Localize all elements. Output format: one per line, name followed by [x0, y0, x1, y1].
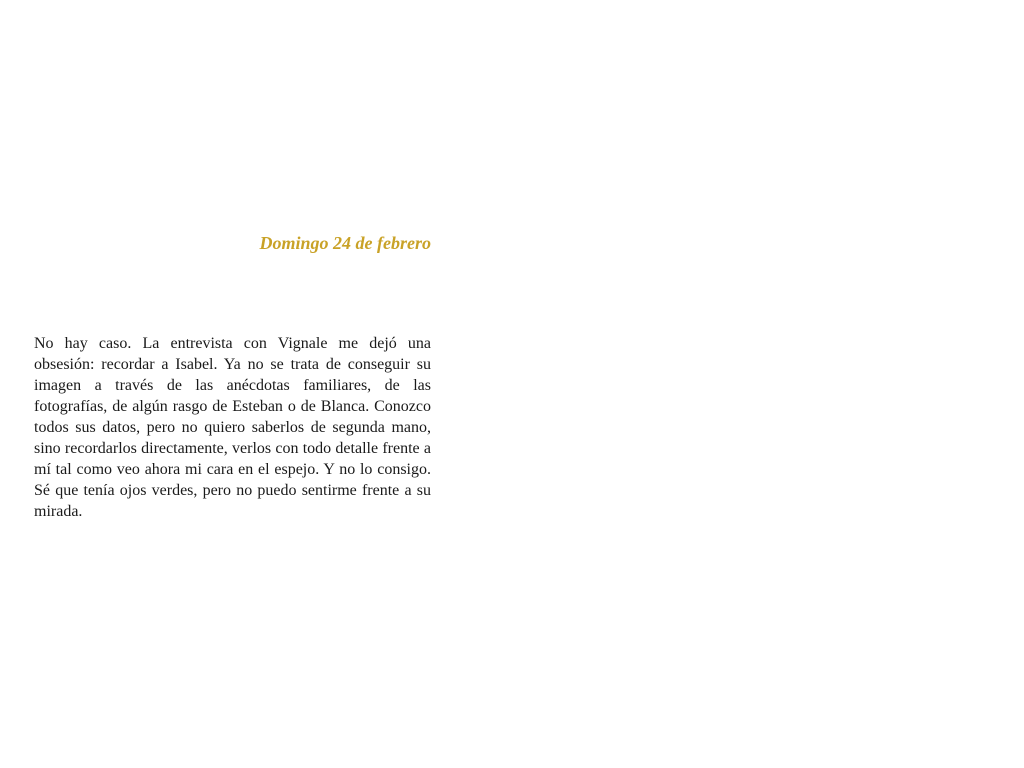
- entry-body-paragraph: No hay caso. La entrevista con Vignale me dejó una obsesión: recordar a Isabel. Ya no se trata de conseguir su imagen a través de las anécdotas familiares, de las fotografías, de algún rasgo de Esteban o de Blanca. Conozco todos sus datos, pero no quiero saberlos de segunda mano, sino recordarlos directamente, verlos con todo detalle frente a mí tal como veo ahora mi cara en el espejo. Y no lo consigo. Sé que tenía ojos verdes, pero no puedo sentirme frente a su mirada.: [34, 335, 431, 520]
- entry-date-heading: Domingo 24 de febrero: [259, 233, 431, 253]
